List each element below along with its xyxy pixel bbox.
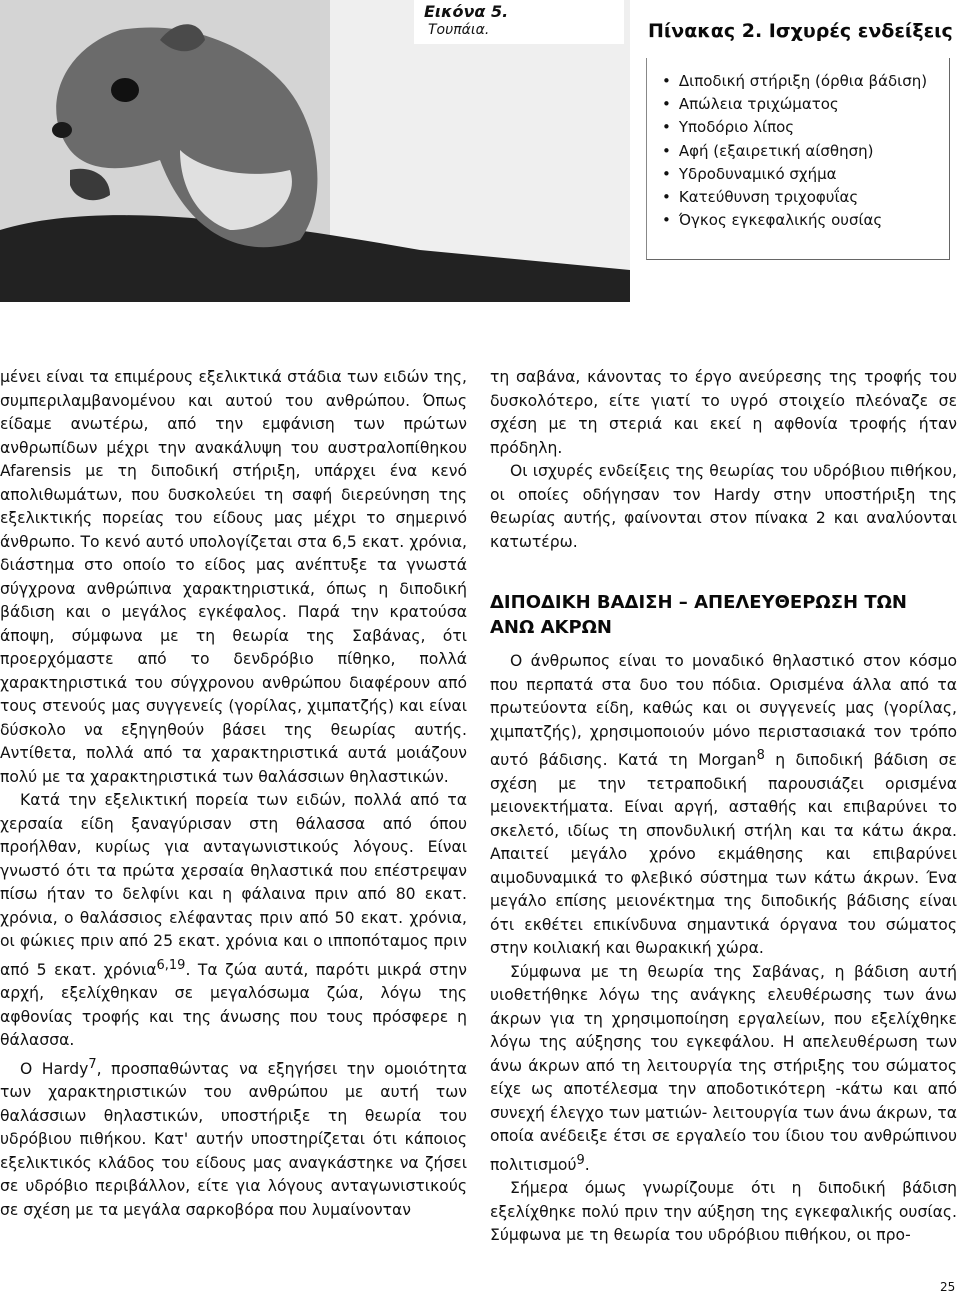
text: , προσπαθώντας να εξηγήσει την ομοιότητα των χαρακτηριστικών του ανθρώπου με αυτή των θαλάσσιων θηλαστικών, υποστήριξε τη θεωρία του υδρόβιου πιθήκου. Κατ' αυτήν υποστηρίζεται ότι κάποιος εξελικτικός κλάδος του είδους μας αναγκάστηκε να ζήσει σε υδρόβιο περιβάλλον, είτε για λόγους ανταγωνιστικούς σε σχέση με τα μεγάλα σαρκοβόρα που λυμαίνονταν — [0, 1059, 468, 1219]
text: . Τα ζώα αυτά, παρότι μικρά στην αρχή, εξελίχθηκαν σε μεγαλόσωμα ζώα, λόγω της αφθονίας τροφής και της άνωσης που τους πρόσφερε η θάλασσα. — [0, 960, 467, 1050]
citation: 8 — [756, 748, 765, 763]
citation: 9 — [576, 1152, 585, 1168]
table-item: • Υποδόριο λίπος — [662, 116, 927, 139]
table-item: • Διποδική στήριξη (όρθια βάδιση) — [662, 70, 927, 93]
paragraph — [490, 961, 957, 1178]
text: Σύμφωνα με τη θεωρία της Σαβάνας, η βάδιση αυτή υιοθετήθηκε λόγω της ανάγκης ελευθέρωσης των άνω άκρων για τη χρησιμοποίηση εργαλείων, που εξελίχθηκε λόγω της αύξησης του εγκεφάλου. Η απελευθέρωση των άνω άκρων από τη λειτουργία της στήριξης του σώματος είχε ως αποτέλεσμα την αποδοτικότερη -κάτω και από συνεχή έλεγχο των ματιών- λειτουργία των άνω άκρων, τα οποία ανέδειξε έτσι σε εργαλείο του ίδιου του ανθρώπινου πολιτισμού — [490, 962, 957, 1174]
text: . — [584, 1155, 590, 1174]
paragraph: μένει είναι τα επιμέρους εξελικτικά στάδια των ειδών της, συμπεριλαμβανομένου και αυτού του ανθρώπου. Όπως είδαμε ανωτέρω, από την εμφάνιση των πρώτων ανθρωπίδων μέχρι την ανακάλυψη του αυστραλοπίθηκου Afarensis με τη διποδική στήριξη, υπάρχει ένα κενό απολιθωμάτων, που δυσκολεύει τη σαφή διερεύνηση της εξελικτικής πορείας του είδους μας μέχρι το σημερινό άνθρωπο. Το κενό αυτό υπολογίζεται στα 6,5 εκατ. χρόνια, διάστημα στο οποίο το είδος μας ανέπτυξε τα γνωστά σύγχρονα ανθρώπινα χαρακτηριστικά, όπως η διποδική βάδιση και ο μεγάλος εγκέφαλος. Παρά την κρατούσα άποψη, σύμφωνα με τη θεωρία της Σαβάνας, ότι προερχόμαστε από το δενδρόβιο πίθηκο, πολλά χαρακτηριστικά του σύγχρονου ανθρώπου διαφέρουν από τους στενούς μας συγγενείς (γορίλας, χιμπατζής) και είναι δύσκολο να εξηγηθούν βάσει της θεωρίας αυτής. Αντίθετα, πολλά από τα χαρακτηριστικά αυτά μοιάζουν πολύ με τα χαρακτηριστικά των θαλάσσιων θηλαστικών. — [0, 368, 467, 786]
figure-label: Εικόνα 5. — [424, 2, 509, 21]
text: Ο Hardy — [20, 1059, 89, 1078]
text: η διποδική βάδιση σε σχέση με την τετραποδική παρουσιάζει ορισμένα μειονεκτήματα. Είναι αργή, ασταθής και επιβαρύνει το σκελετό, ιδίως τη σπονδυλική στήλη και τα κάτω άκρα. Απαιτεί μεγάλο χρόνο εκμάθησης και επιβαρύνει αιμοδυναμικά το φλεβικό σύστημα των κάτω άκρων. Ένα μεγάλο επίσης μειονέκτημα της διποδικής βάδισης είναι ότι εκθέτει επικίνδυνα σημαντικά όργανα του σώματος στην κοιλιακή και θωρακική χώρα. — [490, 751, 957, 958]
section-heading: ΔΙΠΟΔΙΚΗ ΒΑΔΙΣΗ – ΑΠΕΛΕΥΘΕΡΩΣΗ ΤΩΝ ΑΝΩ ΑΚΡΩΝ — [490, 592, 907, 638]
citation: 7 — [88, 1056, 97, 1072]
page-number: 25 — [940, 1280, 956, 1294]
table-item: • Υδροδυναμικό σχήμα — [662, 163, 927, 186]
right-column — [490, 366, 957, 1248]
table-item: • Κατεύθυνση τριχοφυΐας — [662, 186, 927, 209]
paragraph: Οι ισχυρές ενδείξεις της θεωρίας του υδρόβιου πιθήκου, οι οποίες οδήγησαν τον Hardy στην υποστήριξη της θεωρίας αυτής, φαίνονται στον πίνακα 2 και αναλύονται κατωτέρω. — [490, 462, 957, 551]
table-item: • Αφή (εξαιρετική αίσθηση) — [662, 140, 927, 163]
text: Ο άνθρωπος είναι το μοναδικό θηλαστικό στον κόσμο που περπατά στα δυο του πόδια. Ορισμένα άλλα από τα πρωτεύοντα είδη, καθώς και οι συγγενείς μας (γορίλας, χιμπατζής), χρησιμοποιούν μόνο περιστασιακά τον τρόπο αυτό βάδισης. Κατά τη Morgan — [490, 652, 957, 770]
table-item: • Όγκος εγκεφαλικής ουσίας — [662, 209, 927, 232]
table-title: Πίνακας 2. Ισχυρές ενδείξεις — [648, 20, 953, 42]
tupaia-illustration — [0, 0, 630, 302]
paragraph: Σήμερα όμως γνωρίζουμε ότι η διποδική βάδιση εξελίχθηκε πολύ πριν την αύξηση της εγκεφαλικής ουσίας. Σύμφωνα με τη θεωρία του υδρόβιου πιθήκου, οι προ- — [490, 1179, 957, 1245]
paragraph — [490, 650, 957, 961]
left-column — [0, 366, 467, 1222]
paragraph — [0, 1053, 467, 1223]
paragraph: τη σαβάνα, κάνοντας το έργο ανεύρεσης της τροφής του δυσκολότερο, είτε γιατί το υγρό στοιχείο πλεόναζε σε σχέση με τη στεριά και εκεί η αφθονία τροφής ήταν πρόδηλη. — [490, 368, 957, 457]
table-item: • Απώλεια τριχώματος — [662, 93, 927, 116]
table-evidence-list — [662, 70, 927, 232]
figure-caption — [414, 0, 624, 44]
tupaia-photo — [0, 0, 630, 302]
text: Κατά την εξελικτική πορεία των ειδών, πολλά από τα χερσαία είδη ξαναγύρισαν στη θάλασσα από όπου προήλθαν, κυρίως για ανταγωνιστικούς λόγους. Είναι γνωστό ότι τα πρώτα χερσαία θηλαστικά που επέστρεψαν πίσω ήταν το δελφίνι και η φάλαινα πριν από 80 εκατ. χρόνια, ο θαλάσσιος ελέφαντας πριν από 50 εκατ. χρόνια, οι φώκιες πριν από 25 εκατ. χρόνια και ο ιπποπόταμος πριν από 5 εκατ. χρόνια — [0, 791, 467, 979]
figure-subject: Τουπάια. — [428, 22, 490, 38]
paragraph — [0, 789, 467, 1053]
citation: 6,19 — [156, 957, 186, 973]
